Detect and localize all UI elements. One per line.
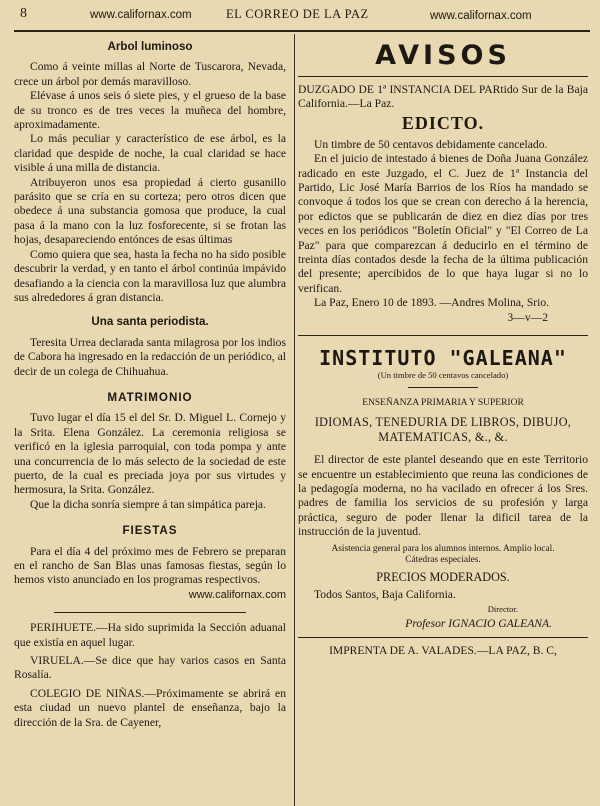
edicto-timbre: Un timbre de 50 centavos debidamente cancelado. [314, 137, 548, 151]
header-rule [14, 30, 590, 32]
left-column [14, 40, 286, 730]
newspaper-title: EL CORREO DE LA PAZ [226, 7, 369, 21]
right-column [298, 40, 588, 659]
edicto-title: EDICTO. [401, 112, 485, 133]
arbol-paragraph-4: Atribuyeron unos esa propiedad á cierto gusanillo parásito que se cría en su corteza; pero otros dicen que obedece á una substancia gomosa que produce, la cual pasa á la mano con la luz fosforecente, si se frotan las hojas, desapareciendo entónces de esas últimas [14, 175, 286, 247]
instituto-asistencia: Asistencia general para los alumnos internos. Amplio local. [331, 543, 555, 554]
instituto-place: Todos Santos, Baja California. [314, 587, 456, 601]
matrimonio-paragraph-1: Tuvo lugar el día 15 el del Sr. D. Miguel L. Cornejo y la Srita. Elena González. La ceremonia religiosa se verificó en la iglesia parroquial, con toda pompa y ante una concurrencia de lo más selecto de la sociedad de este puerto, de la cual es preciada joya por sus virtudes y hermosura, la Srita. González. [14, 411, 286, 497]
column-divider [294, 34, 295, 806]
note-colegio: COLEGIO DE NIÑAS.—Próximamente se abrirá en esta ciudad un nuevo plantel de enseñanza, bajo la dirección de la Sra. de Cayener, [14, 686, 286, 729]
fiestas-paragraph: Para el día 4 del próximo mes de Febrero se preparan en el rancho de San Blas unas famosas fiestas, según lo hemos visto anunciado en los programas respectivos. [14, 544, 286, 587]
arbol-paragraph-2: Elévase á unos seis ó siete pies, y el grueso de la base de su tronco es de tres veces la muñeca del hombre, aproximadamente. [14, 89, 286, 132]
periodista-heading: Una santa periodista. [91, 315, 209, 329]
avisos-title: AVISOS [375, 40, 511, 71]
imprenta-line: IMPRENTA DE A. VALADES.—LA PAZ, B. C, [329, 644, 557, 658]
periodista-paragraph: Teresita Urrea declarada santa milagrosa por los indios de Cabora ha ingresado en la redacción de un periódico, al decir de un colega de Chihuahua. [14, 335, 286, 378]
instituto-ensenanza: ENSEÑANZA PRIMARIA Y SUPERIOR [362, 398, 524, 409]
edicto-code: 3—v—2 [507, 310, 548, 324]
note-viruela: VIRUELA.—Se dice que hay varios casos en Santa Rosalía. [14, 654, 286, 682]
juzgado-line: DUZGADO DE 1ª INSTANCIA DEL PARtido Sur de la Baja California.—La Paz. [298, 83, 588, 111]
page-number: 8 [20, 6, 27, 21]
note-perihuete: PERIHUETE.—Ha sido suprimida la Sección aduanal que existía en aquel lugar. [14, 621, 286, 649]
instituto-precios: PRECIOS MODERADOS. [376, 569, 510, 584]
instituto-title: INSTITUTO "GALEANA" [319, 346, 567, 371]
instituto-timbre: (Un timbre de 50 centavos cancelado) [377, 370, 509, 381]
page-header [0, 6, 600, 32]
arbol-paragraph-5: Como quiera que sea, hasta la fecha no ha sido posible descubrir la verdad, y en tanto el árbol continúa impávido desafiando a la ciencia con la maravillosa luz que alumbra sus alrededores á gran distancia. [14, 247, 286, 304]
instituto-catedras: Cátedras especiales. [405, 554, 481, 565]
edicto-body: En el juicio de intestado á bienes de Doña Juana González radicado en este Juzgado, el C. Juez de 1ª Instancia del Partido, Lic José María Barrios de los Ríos ha mandado se convoque á todos los que se crean con derecho á la herencia, por edictos que se publicarán de diez en diez días por tres veces en los periódicos "Boletín Oficial" y "El Correo de La Paz" para que comparezcan á deducirlo en el término de treinta días contados desde la fecha de la última publicación del presente; apercibidos de lo que haya lugar si no lo verifican. [298, 152, 588, 295]
arbol-heading: Arbol luminoso [107, 40, 193, 53]
arbol-paragraph-3: Lo más peculiar y característico de ese árbol, es la claridad que despide de noche, la cual claridad se hace visible á una milla de distancia. [14, 132, 286, 175]
fiestas-heading: FIESTAS [122, 524, 178, 538]
website-right: www.californax.com [430, 10, 532, 22]
fiestas-website: www.californax.com [188, 588, 286, 601]
instituto-signature: Profesor IGNACIO GALEANA. [405, 616, 552, 630]
instituto-director-label: Director. [487, 604, 518, 615]
instituto-paragraph: El director de este plantel deseando que en este Territorio se encuentre un establecimiento que reuna las condiciones de la pedagogía moderna, no ha vacilado en ofrecer á los Sres. padres de familia los servicios de su profesión y larga práctica, seguro de poder llenar la dificil tarea de la instrucción de la juventud. [298, 453, 588, 539]
matrimonio-heading: MATRIMONIO [107, 390, 193, 404]
arbol-paragraph-1: Como á veinte millas al Norte de Tuscarora, Nevada, crece un árbol por demás maravilloso. [14, 60, 286, 88]
website-left: www.californax.com [90, 9, 192, 21]
edicto-date: La Paz, Enero 10 de 1893. —Andres Molina, Srio. [314, 296, 550, 310]
instituto-subjects: IDIOMAS, TENEDURIA DE LIBROS, DIBUJO, MATEMATICAS, &., &. [314, 415, 572, 445]
matrimonio-paragraph-2: Que la dicha sonría siempre á tan simpática pareja. [30, 497, 266, 511]
